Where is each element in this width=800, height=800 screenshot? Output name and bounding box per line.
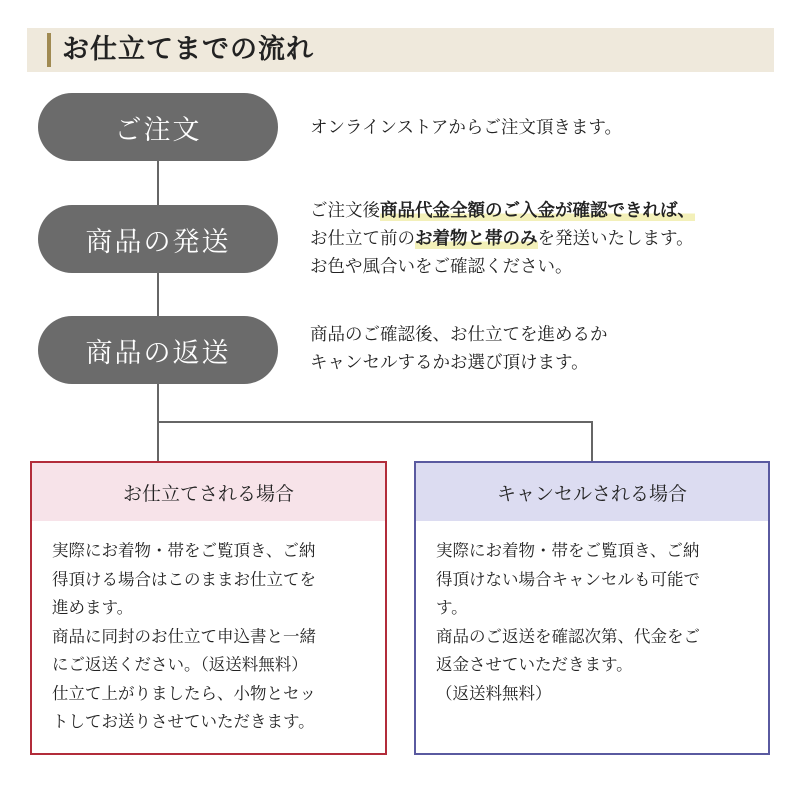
description-text: を発送いたします。 (537, 229, 694, 249)
outcome-title: キャンセルされる場合 (416, 463, 768, 521)
step-label: 商品の発送 (85, 226, 231, 258)
outcome-line: 商品に同封のお仕立て申込書と一緒 (52, 626, 316, 646)
description-text: オンラインストアからご注文頂きます。 (310, 118, 623, 138)
outcome-line: （返送料無料） (436, 683, 552, 703)
header-accent-bar (47, 33, 51, 67)
outcome-line: 実際にお着物・帯をご覧頂き、ご納 (436, 541, 700, 560)
description-text: ご注文後 (310, 201, 380, 221)
description-text: キャンセルするかお選び頂けます。 (310, 353, 589, 373)
flow-connector-right-drop (591, 421, 593, 462)
outcome-line: 進めます。 (52, 598, 134, 617)
description-line (310, 197, 695, 225)
page-title: お仕立てまでの流れ (62, 34, 314, 65)
step-description-return (310, 321, 608, 377)
outcome-line: 実際にお着物・帯をご覧頂き、ご納 (52, 541, 316, 560)
step-label: 商品の返送 (85, 337, 231, 369)
step-pill-return (38, 316, 278, 384)
highlighted-text: 商品代金全額のご入金が確認できれば、 (380, 201, 695, 221)
step-pill-shipping (38, 205, 278, 273)
flow-connector-left-drop (157, 421, 159, 462)
description-line (310, 349, 608, 377)
description-line (310, 321, 608, 349)
outcome-line: 返金させていただきます。 (436, 655, 633, 674)
outcome-line: 商品のご返送を確認次第、代金をご (436, 626, 700, 646)
description-text: 商品のご確認後、お仕立てを進めるか (310, 325, 608, 345)
description-line (310, 114, 622, 142)
flow-connector-horizontal (157, 421, 593, 423)
highlighted-text: お着物と帯のみ (415, 229, 538, 249)
description-text: お仕立て前の (310, 229, 415, 249)
step-description-order (310, 114, 622, 142)
description-line (310, 253, 695, 281)
outcome-line: 得頂けない場合キャンセルも可能で (436, 569, 700, 589)
outcome-line: トしてお送りさせていただきます。 (52, 712, 315, 731)
outcome-box-tailoring (30, 461, 387, 755)
outcome-line: 得頂ける場合はこのままお仕立てを (52, 569, 316, 589)
outcome-line: 仕立て上がりましたら、小物とセッ (52, 683, 316, 703)
outcome-line: にご返送ください。（返送料無料） (52, 655, 308, 674)
description-line (310, 225, 695, 253)
outcome-body (416, 521, 768, 708)
step-label: ご注文 (114, 114, 202, 146)
outcome-title: お仕立てされる場合 (32, 463, 385, 521)
outcome-box-cancel (414, 461, 770, 755)
outcome-body (32, 521, 385, 737)
description-text: お色や風合いをご確認ください。 (310, 257, 573, 277)
step-pill-order (38, 93, 278, 161)
outcome-line: す。 (436, 598, 468, 617)
step-description-shipping (310, 197, 695, 281)
